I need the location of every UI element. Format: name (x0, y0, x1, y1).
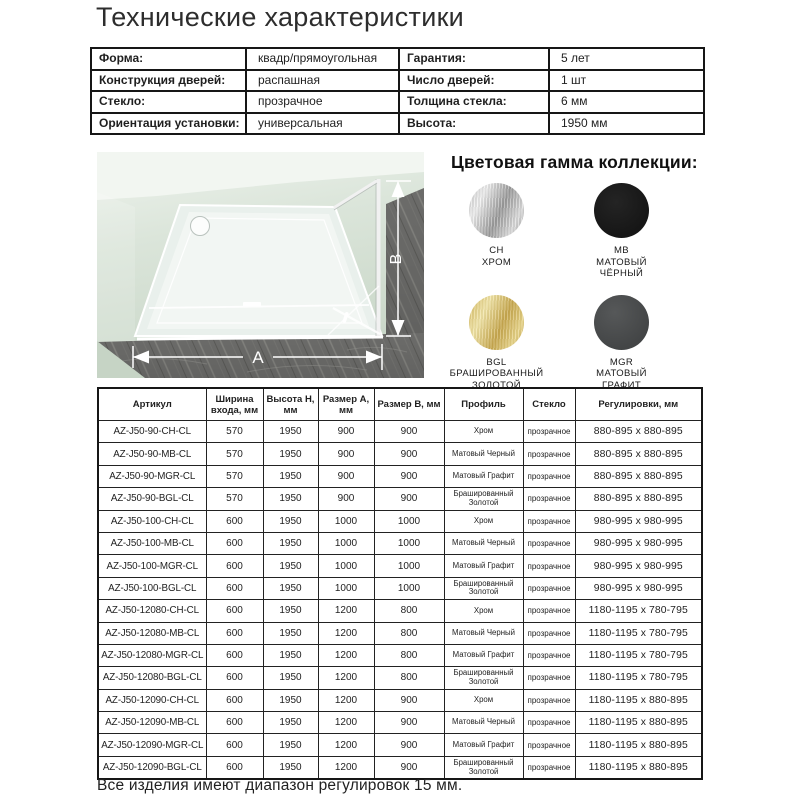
column-header: Размер A, мм (318, 388, 374, 421)
table-cell: 880-895 x 880-895 (575, 443, 702, 465)
table-cell: 600 (206, 510, 263, 532)
table-cell: прозрачное (523, 421, 575, 443)
swatch-label-line: МАТОВЫЙ (596, 256, 647, 268)
table-cell: 1000 (318, 532, 374, 554)
table-cell: 1000 (318, 510, 374, 532)
table-row (98, 712, 702, 734)
swatch-label (596, 357, 647, 392)
swatch-label-line: МАТОВЫЙ (596, 368, 647, 379)
spec-row (91, 91, 704, 113)
table-cell: 600 (206, 555, 263, 577)
graphite-color-circle (594, 295, 649, 350)
table-cell: 1950 (263, 421, 318, 443)
column-header: Высота H, мм (263, 388, 318, 421)
spec-label: Стекло: (91, 91, 246, 113)
table-cell: прозрачное (523, 667, 575, 689)
table-cell: 600 (206, 712, 263, 734)
swatch-label-line: CH (489, 245, 504, 256)
drain-circle (191, 217, 210, 236)
table-cell: Матовый Графит (444, 644, 523, 666)
table-cell: Матовый Черный (444, 622, 523, 644)
color-swatch-ch (469, 183, 524, 280)
table-cell: 600 (206, 644, 263, 666)
installation-diagram (97, 152, 424, 378)
table-cell: 900 (374, 443, 444, 465)
products-table (97, 387, 703, 780)
table-row (98, 555, 702, 577)
table-cell: прозрачное (523, 689, 575, 711)
table-cell: 1000 (374, 577, 444, 599)
table-cell: 570 (206, 421, 263, 443)
table-cell: прозрачное (523, 622, 575, 644)
table-cell: 980-995 x 980-995 (575, 510, 702, 532)
table-cell: 880-895 x 880-895 (575, 488, 702, 510)
page-title: Технические характеристики (96, 2, 465, 32)
table-cell: 900 (374, 689, 444, 711)
swatch-label (596, 245, 647, 280)
swatch-label-line: ХРОМ (481, 256, 512, 268)
table-cell: 800 (374, 667, 444, 689)
table-cell: 1000 (318, 577, 374, 599)
table-cell: 1180-1195 x 780-795 (575, 600, 702, 622)
spec-label: Высота: (399, 113, 549, 135)
column-header: Стекло (523, 388, 575, 421)
table-cell: 1950 (263, 756, 318, 779)
table-cell: 600 (206, 667, 263, 689)
spec-value: 1950 мм (549, 113, 704, 135)
column-header: Размер B, мм (374, 388, 444, 421)
spec-value: универсальная (246, 113, 399, 135)
column-header: Регулировки, мм (575, 388, 702, 421)
table-cell: Хром (444, 600, 523, 622)
color-swatch-bgl (450, 295, 544, 392)
table-cell: 900 (374, 756, 444, 779)
table-cell: 1000 (374, 555, 444, 577)
table-cell: прозрачное (523, 510, 575, 532)
swatch-label-line: MGR (609, 356, 634, 368)
black-color-circle (594, 183, 649, 238)
shower-enclosure-drawing (97, 152, 424, 378)
table-cell: AZ-J50-12080-MGR-CL (98, 644, 206, 666)
table-row (98, 510, 702, 532)
table-cell: 1200 (318, 712, 374, 734)
table-cell: 1200 (318, 600, 374, 622)
table-cell: 980-995 x 980-995 (575, 577, 702, 599)
column-header: Профиль (444, 388, 523, 421)
table-cell: 570 (206, 465, 263, 487)
table-cell: AZ-J50-90-CH-CL (98, 421, 206, 443)
swatch-label (482, 245, 511, 268)
table-cell: 900 (318, 443, 374, 465)
color-swatch-mb (594, 183, 649, 280)
spec-value: 1 шт (549, 70, 704, 92)
table-cell: прозрачное (523, 555, 575, 577)
table-cell: 900 (374, 734, 444, 756)
table-cell: прозрачное (523, 734, 575, 756)
table-cell: прозрачное (523, 532, 575, 554)
table-cell: 800 (374, 644, 444, 666)
table-cell: 1950 (263, 465, 318, 487)
table-cell: 1950 (263, 532, 318, 554)
color-swatch-mgr (594, 295, 649, 392)
gold-color-circle (469, 295, 524, 350)
table-cell: Брашированный Золотой (444, 577, 523, 599)
swatch-label-line: ЗОЛОТОЙ (472, 379, 521, 391)
dimension-b-label: B (388, 253, 406, 265)
table-cell: 600 (206, 622, 263, 644)
table-cell: 1950 (263, 510, 318, 532)
table-cell: AZ-J50-12080-CH-CL (98, 600, 206, 622)
table-cell: AZ-J50-100-MGR-CL (98, 555, 206, 577)
table-cell: 1950 (263, 667, 318, 689)
table-cell: AZ-J50-12090-MGR-CL (98, 734, 206, 756)
table-cell: 1950 (263, 577, 318, 599)
table-cell: AZ-J50-90-MGR-CL (98, 465, 206, 487)
table-cell: Матовый Графит (444, 555, 523, 577)
spec-value: 5 лет (549, 48, 704, 70)
table-cell: 900 (374, 421, 444, 443)
colors-section-title: Цветовая гамма коллекции: (451, 152, 698, 172)
spec-row (91, 48, 704, 70)
table-cell: 600 (206, 600, 263, 622)
table-row (98, 488, 702, 510)
table-cell: 600 (206, 532, 263, 554)
table-row (98, 644, 702, 666)
main-table-body (98, 421, 702, 780)
swatch-label-line: BGL (486, 356, 507, 368)
table-row (98, 443, 702, 465)
table-cell: прозрачное (523, 756, 575, 779)
table-cell: 1180-1195 x 780-795 (575, 644, 702, 666)
table-cell: Матовый Графит (444, 734, 523, 756)
table-cell: 1950 (263, 443, 318, 465)
table-cell: прозрачное (523, 712, 575, 734)
table-cell: 1950 (263, 689, 318, 711)
table-row (98, 622, 702, 644)
table-cell: 800 (374, 622, 444, 644)
dimension-a-label: A (252, 348, 264, 367)
table-row (98, 689, 702, 711)
table-cell: 900 (374, 712, 444, 734)
spec-row (91, 70, 704, 92)
table-cell: AZ-J50-12080-BGL-CL (98, 667, 206, 689)
column-header: Ширина входа, мм (206, 388, 263, 421)
table-cell: 880-895 x 880-895 (575, 421, 702, 443)
swatch-label-line: MB (613, 245, 630, 256)
table-cell: прозрачное (523, 488, 575, 510)
swatch-label (450, 357, 544, 392)
spec-label: Конструкция дверей: (91, 70, 246, 92)
table-cell: Матовый Черный (444, 712, 523, 734)
table-row (98, 600, 702, 622)
table-cell: AZ-J50-12090-BGL-CL (98, 756, 206, 779)
table-cell: 1000 (374, 532, 444, 554)
chrome-color-circle (469, 183, 524, 238)
table-cell: AZ-J50-100-CH-CL (98, 510, 206, 532)
table-cell: 570 (206, 488, 263, 510)
table-row (98, 577, 702, 599)
table-cell: Матовый Черный (444, 532, 523, 554)
table-cell: Матовый Графит (444, 465, 523, 487)
spec-summary-table (90, 47, 705, 135)
table-cell: AZ-J50-100-MB-CL (98, 532, 206, 554)
table-cell: прозрачное (523, 644, 575, 666)
table-cell: 980-995 x 980-995 (575, 555, 702, 577)
table-cell: 900 (318, 421, 374, 443)
table-cell: AZ-J50-90-BGL-CL (98, 488, 206, 510)
table-cell: AZ-J50-100-BGL-CL (98, 577, 206, 599)
table-cell: 600 (206, 577, 263, 599)
spec-value: прозрачное (246, 91, 399, 113)
table-cell: 1200 (318, 622, 374, 644)
table-cell: 1950 (263, 488, 318, 510)
table-cell: 900 (374, 488, 444, 510)
table-row (98, 734, 702, 756)
table-cell: прозрачное (523, 443, 575, 465)
table-cell: 900 (374, 465, 444, 487)
table-cell: Брашированный Золотой (444, 756, 523, 779)
table-cell: 1950 (263, 734, 318, 756)
footer-note: Все изделия имеют диапазон регулировок 15 мм. (97, 777, 463, 794)
swatch-label-line: ГРАФИТ (601, 379, 642, 391)
table-cell: 1950 (263, 644, 318, 666)
spec-label: Число дверей: (399, 70, 549, 92)
table-cell: 1180-1195 x 780-795 (575, 667, 702, 689)
table-cell: 1000 (374, 510, 444, 532)
table-row (98, 756, 702, 779)
table-cell: 1180-1195 x 880-895 (575, 734, 702, 756)
table-cell: Хром (444, 510, 523, 532)
table-row (98, 465, 702, 487)
table-cell: 1180-1195 x 780-795 (575, 622, 702, 644)
spec-row (91, 113, 704, 135)
table-cell: Матовый Черный (444, 443, 523, 465)
table-cell: 1180-1195 x 880-895 (575, 712, 702, 734)
spec-table-body (91, 48, 704, 134)
table-cell: 900 (318, 465, 374, 487)
table-cell: 600 (206, 689, 263, 711)
table-row (98, 667, 702, 689)
table-cell: 1200 (318, 734, 374, 756)
table-cell: 1180-1195 x 880-895 (575, 689, 702, 711)
swatch-label-line: ЧЁРНЫЙ (599, 268, 644, 279)
table-cell: AZ-J50-12090-MB-CL (98, 712, 206, 734)
swatch-grid (437, 183, 681, 391)
table-cell: 1200 (318, 667, 374, 689)
table-cell: 570 (206, 443, 263, 465)
spec-label: Форма: (91, 48, 246, 70)
spec-label: Толщина стекла: (399, 91, 549, 113)
table-cell: 880-895 x 880-895 (575, 465, 702, 487)
table-cell: AZ-J50-90-MB-CL (98, 443, 206, 465)
table-cell: 1000 (318, 555, 374, 577)
table-cell: 1950 (263, 600, 318, 622)
table-cell: 600 (206, 734, 263, 756)
table-cell: 1200 (318, 644, 374, 666)
table-cell: 980-995 x 980-995 (575, 532, 702, 554)
spec-value: квадр/прямоугольная (246, 48, 399, 70)
table-cell: 1200 (318, 756, 374, 779)
table-cell: AZ-J50-12090-CH-CL (98, 689, 206, 711)
table-cell: 1950 (263, 555, 318, 577)
spec-label: Ориентация установки: (91, 113, 246, 135)
table-cell: Хром (444, 421, 523, 443)
table-cell: Брашированный Золотой (444, 667, 523, 689)
table-cell: 1200 (318, 689, 374, 711)
spec-value: распашная (246, 70, 399, 92)
table-cell: 600 (206, 756, 263, 779)
table-cell: AZ-J50-12080-MB-CL (98, 622, 206, 644)
table-cell: прозрачное (523, 577, 575, 599)
column-header: Артикул (98, 388, 206, 421)
table-cell: 1950 (263, 712, 318, 734)
main-table-header-row (98, 388, 702, 421)
table-cell: 900 (318, 488, 374, 510)
table-cell: 800 (374, 600, 444, 622)
swatch-label-line: БРАШИРОВАННЫЙ (449, 368, 544, 379)
table-cell: Хром (444, 689, 523, 711)
table-row (98, 532, 702, 554)
table-cell: прозрачное (523, 465, 575, 487)
table-row (98, 421, 702, 443)
table-cell: прозрачное (523, 600, 575, 622)
spec-value: 6 мм (549, 91, 704, 113)
table-cell: 1950 (263, 622, 318, 644)
spec-label: Гарантия: (399, 48, 549, 70)
table-cell: Брашированный Золотой (444, 488, 523, 510)
table-cell: 1180-1195 x 880-895 (575, 756, 702, 779)
